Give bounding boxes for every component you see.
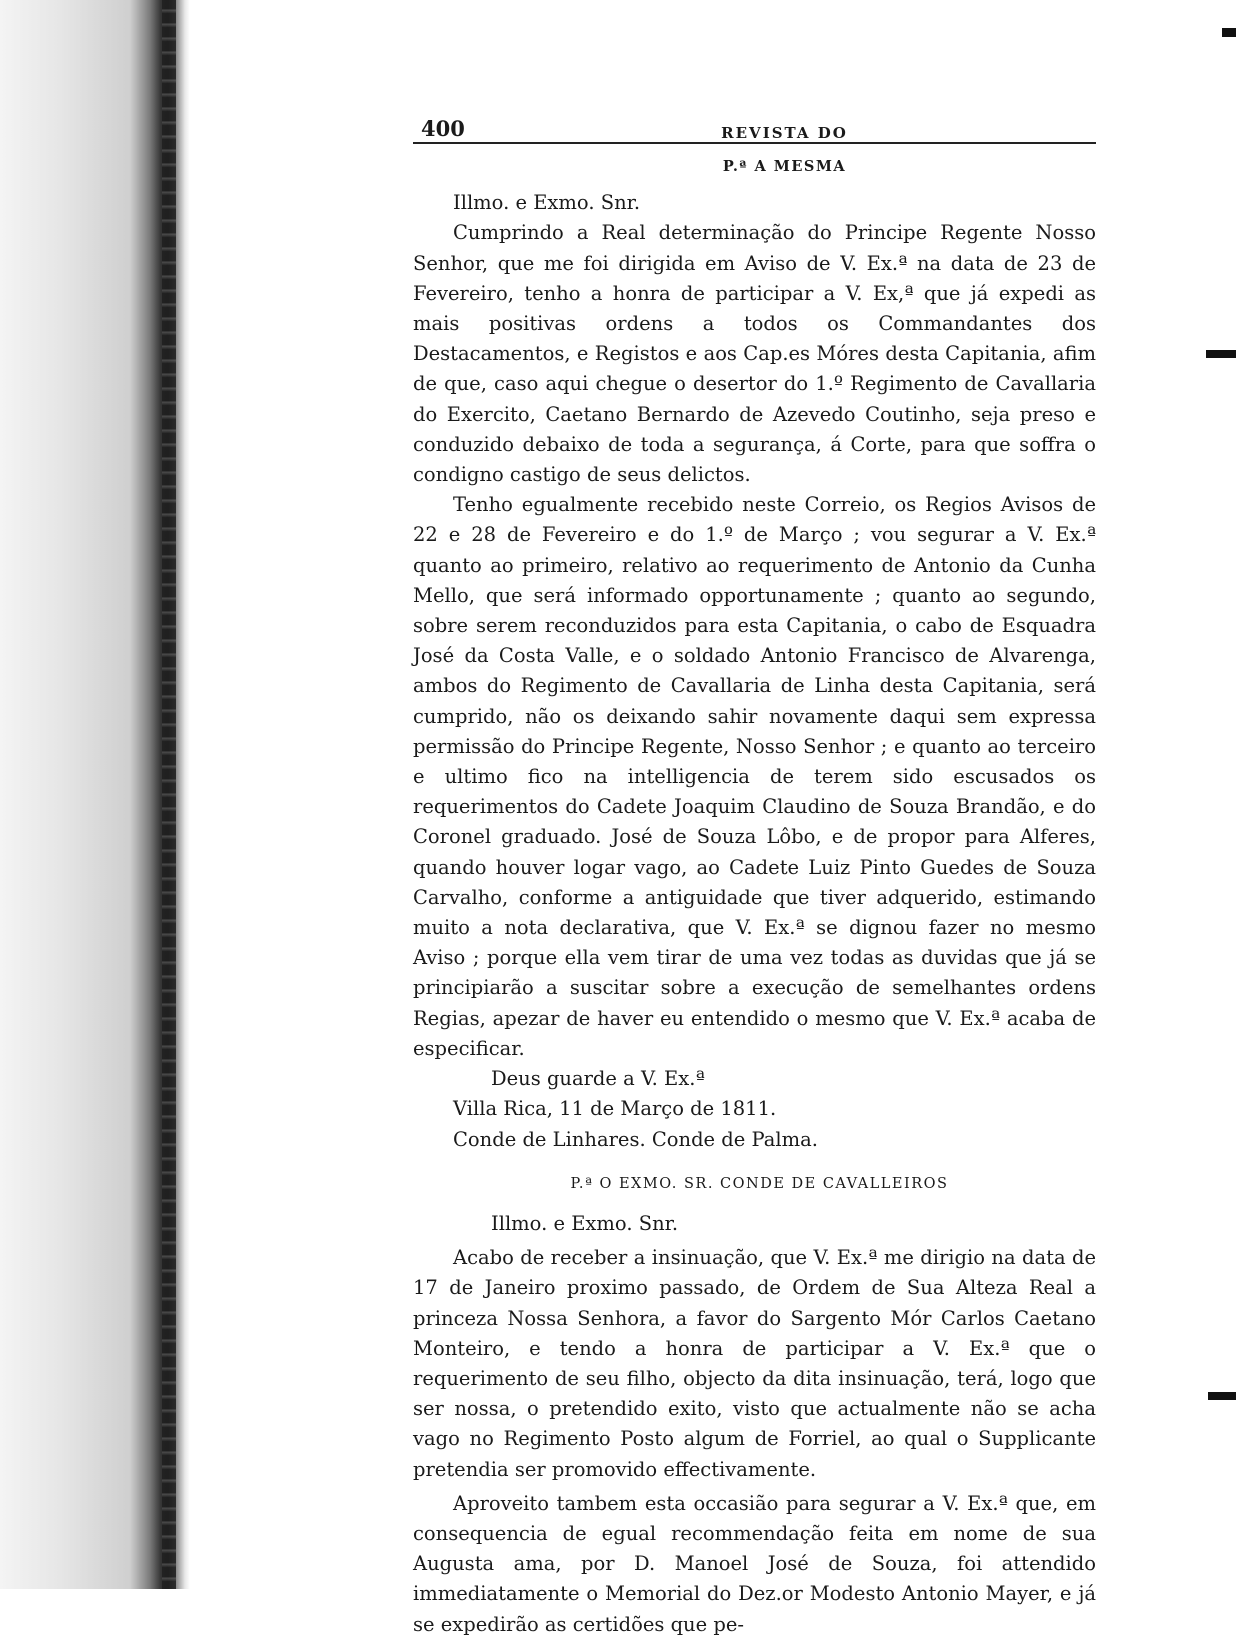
page-header: [413, 100, 1096, 144]
closing-line: Deus guarde a V. Ex.ª: [491, 1067, 705, 1091]
letter-title: P.ª A MESMA: [722, 158, 847, 175]
paragraph: Cumprindo a Real determinação do Principe Regente Nosso Senhor, que me foi dirigida em Aviso de V. Ex.ª na data de 23 de Fevereiro, tenho a honra de participar a V. Ex,ª que já expedi as mais positivas ordens a todos os Commandantes dos Destacamentos, e Registos e aos Cap.es Móres desta Capitania, afim de que, caso aqui chegue o desertor do 1.º Regimento de Cavallaria do Exercito, Caetano Bernardo de Azevedo Coutinho, seja preso e conduzido debaixo de toda a segurança, á Corte, para que soffra o condigno castigo de seus delictos.: [413, 221, 1096, 487]
letter: [413, 1169, 1096, 1640]
signature-line: Conde de Linhares. Conde de Palma.: [453, 1127, 818, 1151]
running-title: REVISTA DO: [721, 124, 848, 142]
salutation: Illmo. e Exmo. Snr.: [453, 191, 641, 215]
edge-mark: [1206, 350, 1236, 358]
letter-title: P.ª O EXMO. SR. CONDE DE CAVALLEIROS: [570, 1175, 949, 1192]
edge-mark: [1222, 28, 1236, 37]
letter: [413, 152, 1096, 1155]
page-number: 400: [421, 116, 465, 141]
closing-line: Villa Rica, 11 de Março de 1811.: [453, 1097, 777, 1121]
paragraph: Tenho egualmente recebido neste Correio, os Regios Avisos de 22 e 28 de Fevereiro e do 1.º de Março ; vou segurar a V. Ex.ª quanto ao primeiro, relativo ao requerimento de Antonio da Cunha Mello, que será informado opportunamente ; quanto ao segundo, sobre serem reconduzidos para esta Capitania, o cabo de Esquadra José da Costa Valle, e o soldado Antonio Francisco de Alvarenga, ambos do Regimento de Cavallaria de Linha desta Capitania, será cumprido, não os deixando sahir novamente daqui sem expressa permissão do Principe Regente, Nosso Senhor ; e quanto ao terceiro e ultimo fico na intelligencia de terem sido escusados os requerimentos do Cadete Joaquim Claudino de Souza Brandão, e do Coronel graduado. José de Souza Lôbo, e de propor para Alferes, quando houver logar vago, ao Cadete Luiz Pinto Guedes de Souza Carvalho, conforme a antiguidade que tiver adquerido, estimando muito a nota declarativa, que V. Ex.ª se dignou fazer no mesmo Aviso ; porque ella vem tirar de uma vez todas as duvidas que já se principiarão a suscitar sobre a execução de semelhantes ordens Regias, apezar de haver eu entendido o mesmo que V. Ex.ª acaba de especificar.: [413, 493, 1096, 1060]
paragraph: Acabo de receber a insinuação, que V. Ex.ª me dirigio na data de 17 de Janeiro proximo passado, de Ordem de Sua Alteza Real a princeza Nossa Senhora, a favor do Sargento Mór Carlos Caetano Monteiro, e tendo a honra de participar a V. Ex.ª que o requerimento de seu filho, objecto da dita insinuação, terá, logo que ser nossa, o pretendido exito, visto que actualmente não se acha vago no Regimento Posto algum de Forriel, ao qual o Supplicante pretendia ser promovido effectivamente.: [413, 1246, 1096, 1481]
book-page: [413, 100, 1096, 1640]
paragraph: Aproveito tambem esta occasião para segurar a V. Ex.ª que, em consequencia de egual recommendação feita em nome de sua Augusta ama, por D. Manoel José de Souza, foi attendido immediatamente o Memorial do Dez.or Modesto Antonio Mayer, e já se expedirão as certidões que pe-: [413, 1491, 1096, 1636]
salutation: Illmo. e Exmo. Snr.: [491, 1211, 679, 1235]
edge-mark: [1208, 1392, 1236, 1400]
book-gutter: [162, 0, 176, 1589]
